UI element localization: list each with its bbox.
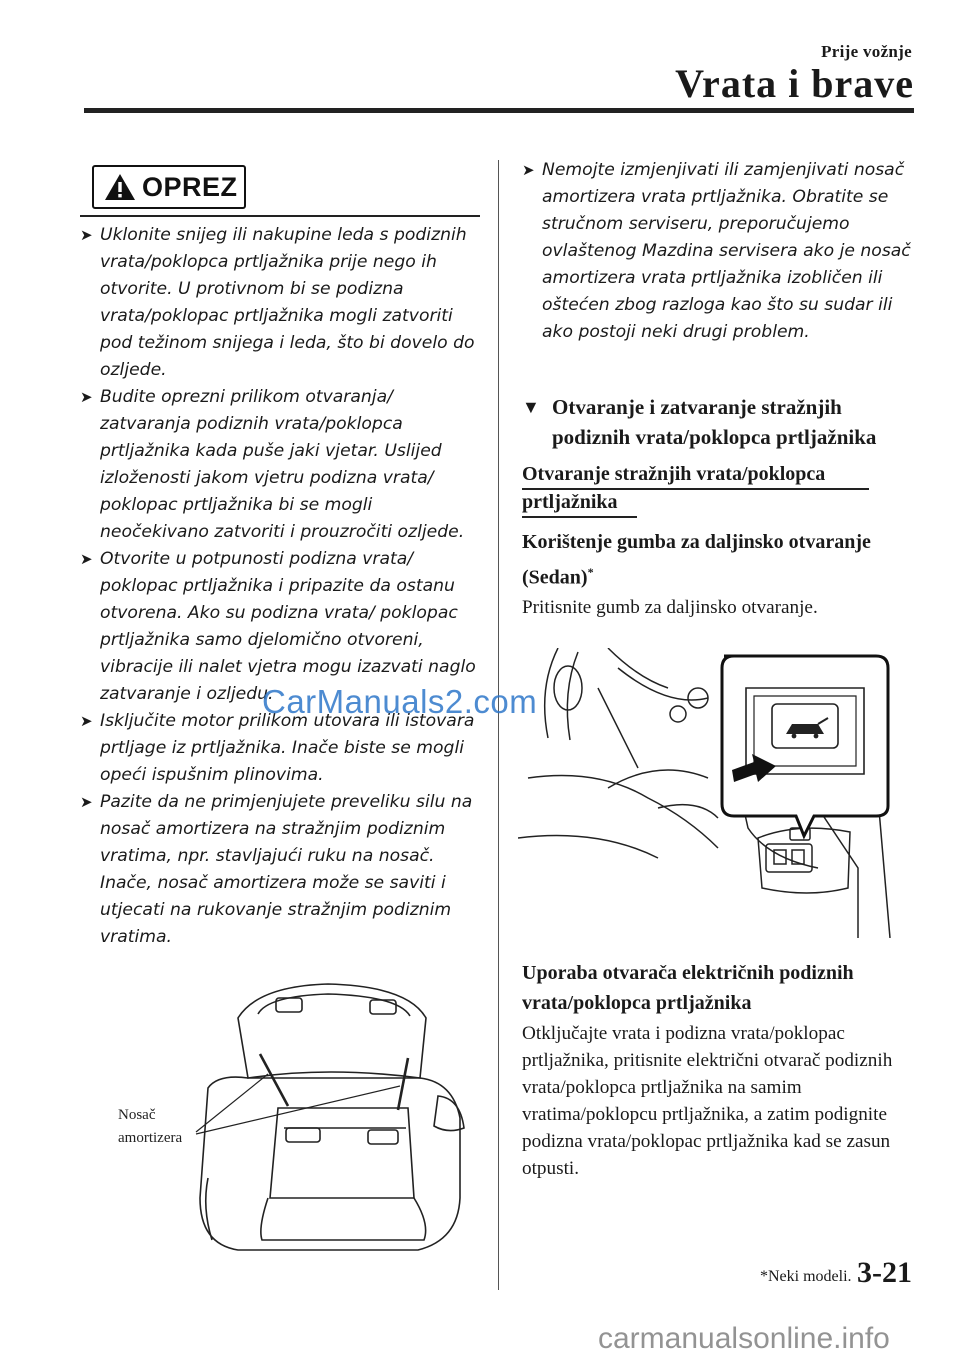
- arrow-bullet-icon: ➤: [80, 793, 93, 811]
- section-heading: [522, 392, 922, 452]
- electric-text: Otključajte vrata i podizna vrata/poklopac prtljažnika, pritisnite električni otvarač podiznih vrata/poklopca prtljažnika na samim vratima/poklopcu prtljažnika, a zatim podignite podizna vrata/poklopac prtljažnika kad se zasun otpusti.: [522, 1023, 893, 1179]
- caution-item-text: Nemojte izmjenjivati ili zamjenjivati nosač amortizera vrata prtljažnika. Obratite se stručnom serviseru, preporučujemo ovlaštenog Mazdina servisera ako je nosač amortizera vrata prtljažnika izobličen ili oštećen zbog razloga kao što su sudar ili ako postoji neki drugi problem.: [542, 160, 911, 342]
- footnote: *Neki modeli.: [760, 1268, 852, 1285]
- page-number: 3-21: [857, 1256, 912, 1289]
- arrow-bullet-icon: ➤: [80, 226, 93, 244]
- figure-remote-opener: [518, 648, 920, 938]
- caution-list-left: [78, 222, 484, 951]
- subsection-title-line2: prtljažnika: [522, 491, 618, 513]
- electric-heading: Uporaba otvarača električnih podiznih vrata/poklopca prtljažnika: [522, 962, 854, 1014]
- arrow-bullet-icon: ➤: [80, 388, 93, 406]
- caution-label: OPREZ: [142, 171, 238, 202]
- header-section: Prije vožnje: [821, 42, 912, 61]
- caution-item: [78, 222, 484, 384]
- caution-box: [92, 165, 246, 209]
- footnote-mark: *: [587, 565, 594, 579]
- damper-label-line2: amortizera: [118, 1130, 183, 1146]
- callout-inset: [722, 656, 888, 836]
- subsection-underline: [522, 488, 869, 490]
- page-title: Vrata i brave: [675, 61, 914, 106]
- caution-item-text: Isključite motor prilikom utovara ili istovara prtljage iz prtljažnika. Inače biste se mogli opeći ispušnim plinovima.: [100, 711, 475, 785]
- trunk-illustration: [108, 978, 480, 1263]
- subsection-title-line1: Otvaranje stražnjih vrata/poklopca: [522, 463, 826, 485]
- arrow-bullet-icon: ➤: [80, 712, 93, 730]
- caution-item: [78, 384, 484, 546]
- dashboard-illustration: [518, 648, 920, 938]
- remote-text: Pritisnite gumb za daljinsko otvaranje.: [522, 597, 818, 618]
- figure-trunk-damper: [108, 978, 480, 1263]
- watermark-footer: carmanualsonline.info: [598, 1322, 890, 1355]
- column-divider: [498, 160, 499, 1290]
- damper-label-line1: Nosač: [118, 1107, 156, 1123]
- warning-triangle-icon: [104, 172, 136, 202]
- watermark-logo: CarManuals2.com: [262, 683, 538, 720]
- subsection-underline: [522, 516, 637, 518]
- caution-item-text: Budite oprezni prilikom otvaranja/ zatvaranja podiznih vrata/poklopca prtljažnika kada puše jaki vjetar. Uslijed izloženosti jakom vjetru podizna vrata/ poklopac prtljažnika bi se mogli neočekivano zatvoriti i prouzročiti ozljede.: [100, 387, 465, 542]
- caution-item: [78, 789, 484, 951]
- section-marker-icon: ▼: [522, 397, 540, 417]
- caution-item-text: Uklonite snijeg ili nakupine leda s podiznih vrata/poklopca prtljažnika prije nego ih otvorite. U protivnom bi se podizna vrata/poklopac prtljažnika mogli zatvoriti pod težinom snijega i leda, što bi dovelo do ozljede.: [100, 225, 475, 380]
- remote-heading-text: Korištenje gumba za daljinsko otvaranje (Sedan): [522, 531, 871, 589]
- remote-heading: [522, 527, 902, 593]
- subsection-heading: [522, 460, 882, 516]
- caution-item-text: Pazite da ne primjenjujete preveliku silu na nosač amortizera na stražnjim podiznim vratima, npr. stavljajući ruku na nosač. Inače, nosač amortizera može se saviti i utjecati na rukovanje stražnjim podiznim vratima.: [100, 792, 473, 947]
- caution-item-text: Otvorite u potpunosti podizna vrata/ poklopac prtljažnika i pripazite da ostanu otvorena. Ako su podizna vrata/ poklopac prtljažnika samo djelomično otvoreni, vibracije ili nalet vjetra mogu izazvati naglo zatvaranje i ozljedu.: [100, 549, 476, 704]
- caution-rule: [80, 215, 480, 217]
- arrow-bullet-icon: ➤: [522, 161, 535, 179]
- section-title: Otvaranje i zatvaranje stražnjih podiznih vrata/poklopca prtljažnika: [552, 395, 877, 449]
- caution-list-right: [520, 157, 920, 346]
- caution-item: [520, 157, 920, 346]
- arrow-bullet-icon: ➤: [80, 550, 93, 568]
- header-rule: [84, 108, 914, 113]
